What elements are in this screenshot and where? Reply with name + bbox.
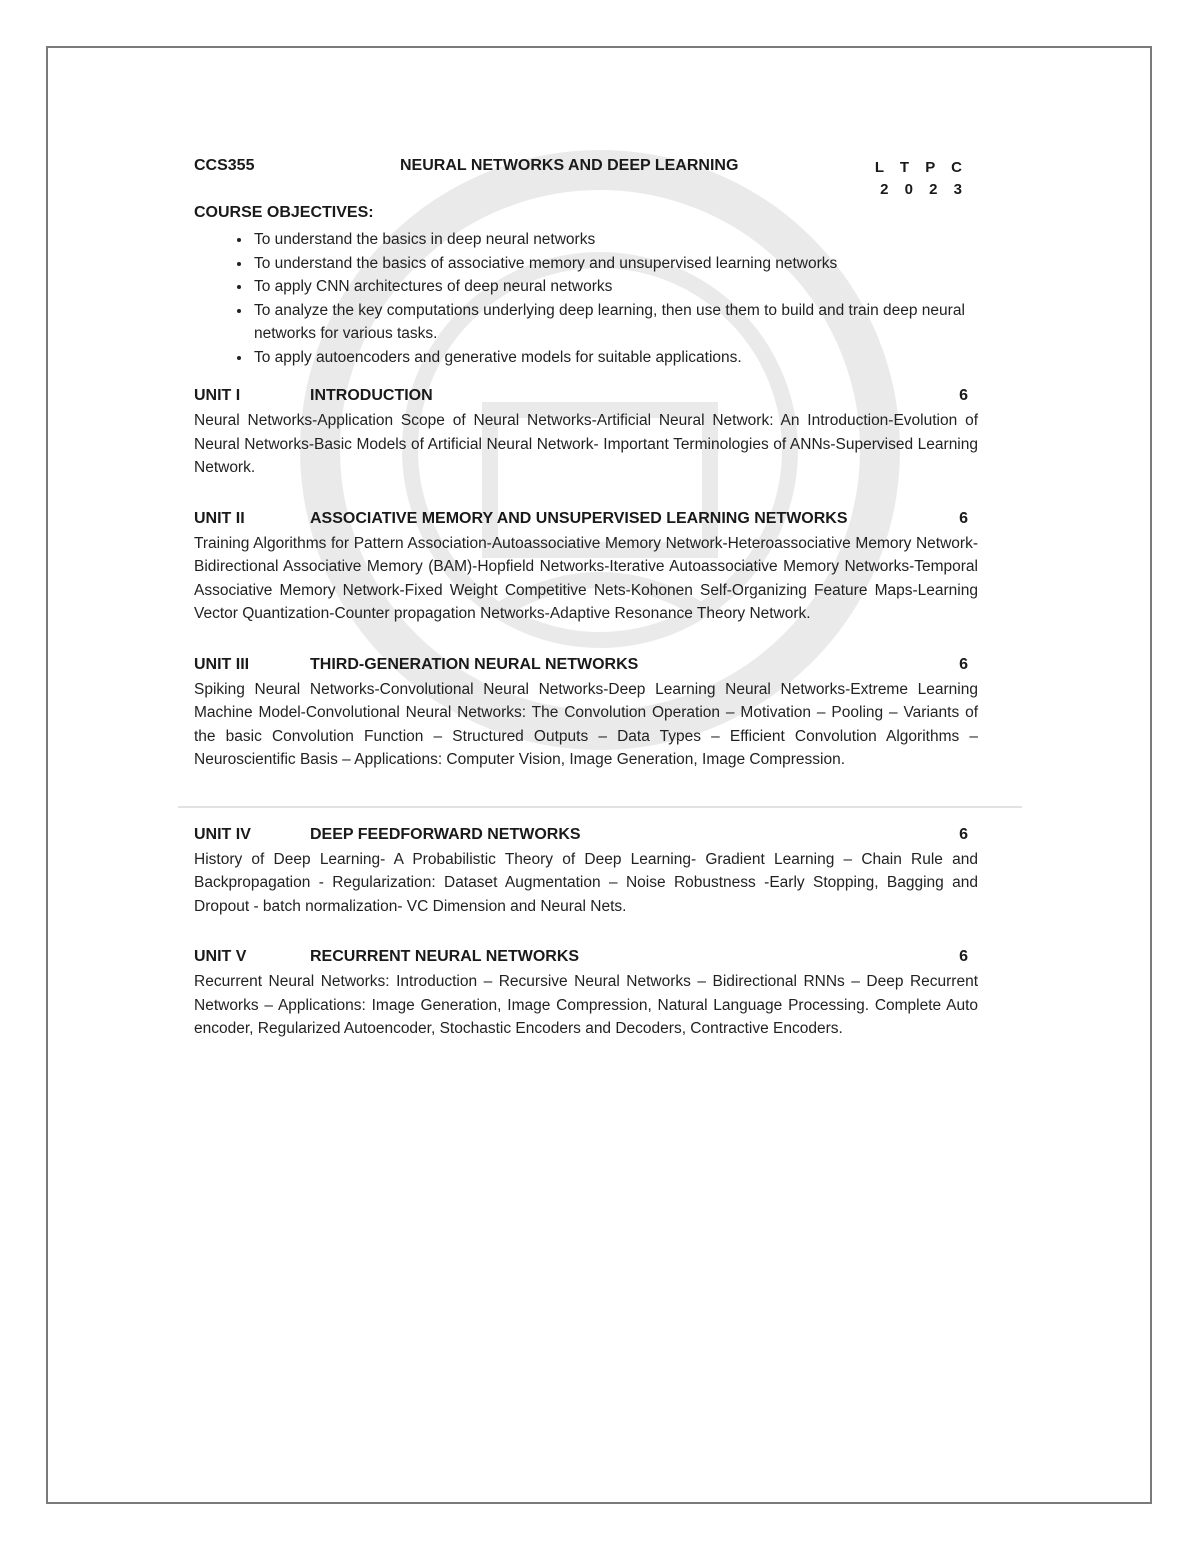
unit-title: ASSOCIATIVE MEMORY AND UNSUPERVISED LEARNING NETWORKS (310, 509, 848, 527)
course-header (194, 155, 978, 198)
unit-title: RECURRENT NEURAL NETWORKS (310, 948, 580, 965)
objective-item: • To understand the basics in deep neural networks (252, 228, 978, 252)
unit-header (194, 508, 978, 532)
unit-section-1 (194, 385, 978, 480)
objective-item: • To analyze the key computations underlying deep learning, then use them to build and train deep neural networks for various tasks. (252, 299, 978, 346)
unit-description: Spiking Neural Networks-Convolutional Neural Networks-Deep Learning Neural Networks-Extreme Learning Machine Model-Convolutional Neural Networks: The Convolution Operation – Motivation – Pooling – Variants of the basic Convolution Function – Structured Outputs – Data Types – Efficient Convolution Algorithms – Neuroscientific Basis – Applications: Computer Vision, Image Generation, Image Compression. (194, 680, 978, 768)
unit-description: History of Deep Learning- A Probabilistic Theory of Deep Learning- Gradient Learning – Chain Rule and Backpropagation - Regularization: Dataset Augmentation – Noise Robustness -Early Stopping, Bagging and Dropout - batch normalization- VC Dimension and Neural Nets. (194, 850, 978, 915)
unit-number: UNIT III (194, 655, 250, 673)
objective-item: • To apply CNN architectures of deep neural networks (252, 275, 978, 299)
unit-header (194, 385, 978, 409)
unit-hours: 6 (959, 509, 968, 527)
ltpc-block (875, 157, 968, 201)
unit-header (194, 824, 978, 848)
unit-hours: 6 (959, 655, 968, 673)
syllabus-content (194, 155, 978, 1041)
unit-section-4 (194, 824, 978, 919)
unit-number: UNIT IV (194, 825, 251, 843)
unit-number: UNIT V (194, 948, 247, 965)
unit-description: Recurrent Neural Networks: Introduction – Recursive Neural Networks – Bidirectional RNNs – Deep Recurrent Networks – Applications: Image Generation, Image Compression, Natural Language Processing. Complete Auto encoder, Regularized Autoencoder, Stochastic Encoders and Decoders, Contractive Encoders. (194, 973, 978, 1037)
unit-title: INTRODUCTION (310, 387, 433, 404)
objectives-list (194, 228, 978, 369)
ltpc-values: 2 0 2 3 (880, 181, 968, 198)
course-title: NEURAL NETWORKS AND DEEP LEARNING (400, 157, 739, 174)
objectives-heading: COURSE OBJECTIVES: (194, 204, 374, 221)
unit-section-2 (194, 508, 978, 626)
unit-description: Neural Networks-Application Scope of Neural Networks-Artificial Neural Network: An Introduction-Evolution of Neural Networks-Basic Models of Artificial Neural Network- Important Terminologies of ANNs-Supervised Learning Network. (194, 412, 978, 476)
unit-description: Training Algorithms for Pattern Association-Autoassociative Memory Network-Heteroassociative Memory Network-Bidirectional Associative Memory (BAM)-Hopfield Networks-Iterative Autoassociative Memory Networks-Temporal Associative Memory Network-Fixed Weight Competitive Nets-Kohonen Self-Organizing Feature Maps-Learning Vector Quantization-Counter propagation Networks-Adaptive Resonance Theory Network. (194, 534, 978, 622)
objective-item: • To apply autoencoders and generative models for suitable applications. (252, 346, 978, 370)
unit-section-3 (194, 654, 978, 772)
objective-item: • To understand the basics of associative memory and unsupervised learning networks (252, 252, 978, 276)
unit-header (194, 946, 978, 970)
unit-hours: 6 (959, 948, 968, 965)
course-code: CCS355 (194, 157, 255, 174)
unit-hours: 6 (959, 825, 968, 843)
unit-title: DEEP FEEDFORWARD NETWORKS (310, 825, 581, 843)
unit-hours: 6 (959, 387, 968, 404)
ltpc-labels: L T P C (874, 159, 968, 176)
unit-section-5 (194, 946, 978, 1041)
unit-header (194, 654, 978, 678)
unit-number: UNIT I (194, 387, 241, 404)
unit-title: THIRD-GENERATION NEURAL NETWORKS (310, 655, 639, 673)
unit-number: UNIT II (194, 509, 245, 527)
